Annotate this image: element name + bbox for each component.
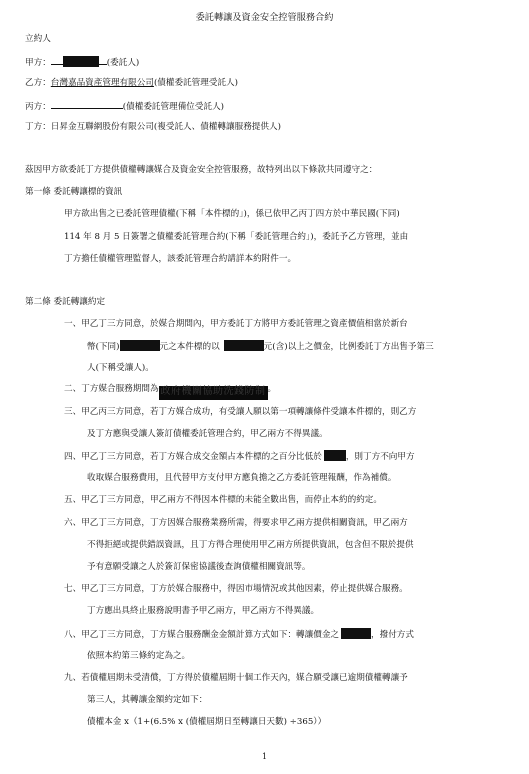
clause-2-prefix: 二、丁方媒合服務期間為: [64, 384, 159, 394]
party-a-blank-end: [99, 55, 107, 65]
clause-1-text-b: 元之本件標的以: [159, 342, 220, 352]
clause-8-text-b: ，撥付方式: [371, 630, 414, 640]
clause-4-line-1: [64, 450, 415, 463]
clause-9-line-2: 第三人，其轉讓金額約定如下：: [87, 695, 208, 705]
clause-7-line-1: 七、甲乙丁三方同意，丁方於媒合服務中，得因市場情況或其他因素，停止提供媒合服務。: [64, 584, 408, 594]
party-a-role: (委託人): [106, 58, 140, 68]
party-b-prefix: 乙方：: [25, 78, 51, 88]
clause-4-text-b: ，則丁方不向甲方: [345, 452, 415, 462]
clause-9-formula: 債權本金 x（1+(6.5% x (債權屆期日至轉讓日天數) ÷365））: [87, 717, 327, 727]
clause-8-line-1: [64, 628, 414, 641]
clause-3-line-2: 及丁方應與受讓人簽訂債權委託管理合約，甲乙兩方不得異議。: [87, 429, 328, 439]
clause-2-redaction-text: 政府機關協助洗錢防制: [160, 386, 266, 397]
clause-8-redaction: [341, 628, 371, 639]
party-a-blank-start: [51, 55, 63, 65]
clause-2-suffix: 。: [267, 384, 277, 394]
clause-4-line-2: 收取媒合服務費用，且代替甲方支付甲方應負擔之乙方委託管理報酬，作為補償。: [87, 473, 397, 483]
clause-9-line-1: 九、若債權屆期未受清償，丁方得於債權屆期十個工作天內，媒合願受讓已逾期債權轉讓予: [64, 673, 408, 683]
clause-6-line-1: 六、甲乙丁三方同意，丁方因媒合服務業務所需，得要求甲乙兩方提供相關資訊，甲乙兩方: [64, 518, 408, 528]
party-a-line: [25, 55, 139, 69]
clause-1-redaction-1: [120, 340, 160, 351]
party-b-name: 台灣嘉品資產管理有限公司: [50, 78, 154, 88]
party-c-role: (債權委託管理備位受託人): [122, 102, 225, 112]
clause-8-line-2: 依照本約第三條約定為之。: [87, 651, 191, 661]
party-d-line: 丁方：日昇金互聯網股份有限公司(複受託人、債權轉讓服務提供人): [25, 122, 281, 132]
clause-3-line-1: 三、甲乙丙三方同意，若丁方媒合成功，有受讓人願以第一項轉讓條件受讓本件標的，則乙方: [64, 407, 417, 417]
clause-6-line-3: 予有意願受讓之人於簽訂保密協議後查詢債權相關資訊等。: [87, 562, 311, 572]
party-b-line: [25, 77, 238, 89]
party-a-prefix: 甲方：: [25, 58, 51, 68]
clause-7-line-2: 丁方應出具終止服務說明書予甲乙兩方，甲乙兩方不得異議。: [87, 606, 320, 616]
clause-4-redaction: [324, 450, 346, 461]
article-1-line-3: 丁方擔任債權管理監督人，該委託管理合約請詳本約附件一。: [64, 254, 297, 264]
parties-header: 立約人: [25, 34, 51, 44]
party-a-redaction: [63, 56, 99, 67]
intro-paragraph: 茲因甲方欲委託丁方提供債權轉讓媒合及資金安全控管服務，故特列出以下條款共同遵守之：: [25, 165, 378, 175]
clause-1-text-a: 幣(下同): [87, 342, 120, 352]
party-c-prefix: 丙方：: [25, 102, 51, 112]
article-1-line-1: 甲方欲出售之已委託管理債權(下稱「本件標的」)，係已依甲乙丙丁四方於中華民國(下同): [64, 209, 400, 219]
clause-1-line-2: [87, 340, 434, 353]
clause-1-line-3: 人(下稱受讓人)。: [87, 363, 154, 373]
clause-6-line-2: 不得拒絕或提供錯誤資訊，且丁方得合理使用甲乙兩方所提供資訊，包含但不限於提供: [87, 540, 414, 550]
clause-2-redaction: [159, 386, 268, 400]
clause-1-text-c: 元(含)以上之價金，比例委託丁方出售予第三: [263, 342, 434, 352]
clause-2-line: [64, 383, 276, 400]
clause-1-redaction-2: [224, 340, 264, 351]
page-number: 1: [261, 752, 268, 761]
clause-1-line-1: 一、甲乙丁三方同意，於媒合期間內，甲方委託丁方將甲方委託管理之資產價值相當於新台: [64, 319, 408, 329]
clause-4-text-a: 四、甲乙丁三方同意，若丁方媒合成交金額占本件標的之百分比低於: [64, 452, 322, 462]
clause-5-line-1: 五、甲乙丁三方同意，甲乙兩方不得因本件標的未能全數出售，而停止本約的約定。: [64, 495, 382, 505]
document-title: 委託轉讓及資金安全控管服務合約: [195, 12, 334, 23]
clause-8-text-a: 八、甲乙丁三方同意，丁方媒合服務酬金金額計算方式如下：轉讓價金之: [64, 630, 340, 640]
party-c-line: [25, 99, 224, 113]
party-b-role: (債權委託管理受託人): [153, 78, 238, 88]
article-1-line-2: 114 年 8 月 5 日簽署之債權委託管理合約(下稱「委託管理合約」)，委託予乙方管理，並由: [64, 232, 409, 242]
party-c-blank: [51, 99, 123, 109]
article-1-title: 第一條 委託轉讓標的資訊: [25, 187, 123, 197]
article-2-title: 第二條 委託轉讓約定: [25, 297, 106, 307]
